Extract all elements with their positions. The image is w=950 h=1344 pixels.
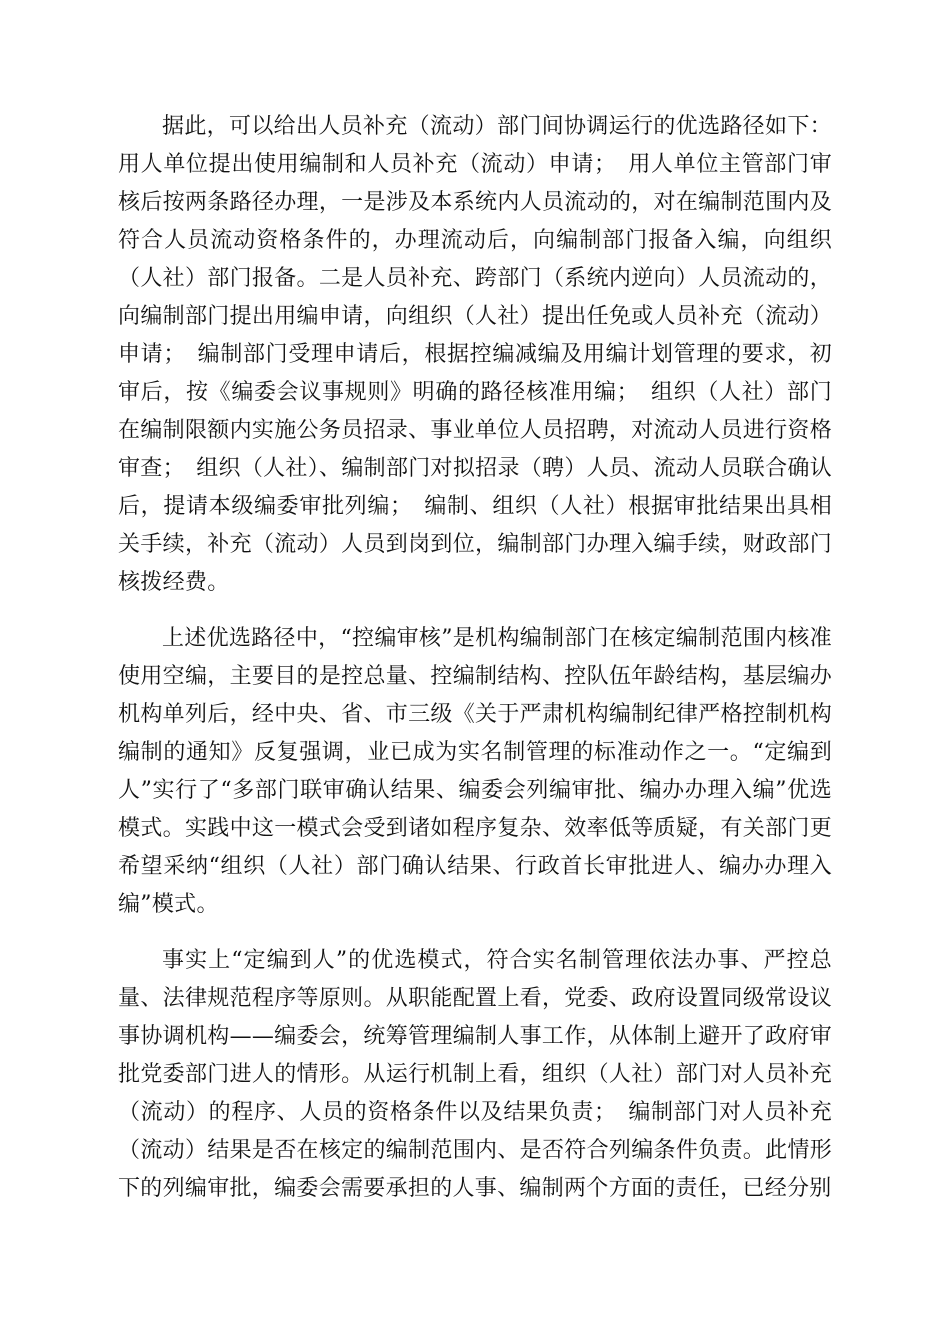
paragraph-1: 据此，可以给出人员补充（流动）部门间协调运行的优选路径如下：用人单位提出使用编制和人员补充（流动）申请； 用人单位主管部门审核后按两条路径办理，一是涉及本系统内人员流动的，对在编制范围内及符合人员流动资格条件的，办理流动后，向编制部门报备入编，向组织（人社）部门报备。二是人员补充、跨部门（系统内逆向）人员流动的，向编制部门提出用编申请，向组织（人社）提出任免或人员补充（流动）申请； 编制部门受理申请后，根据控编减编及用编计划管理的要求，初审后，按《编委会议事规则》明确的路径核准用编； 组织（人社）部门在编制限额内实施公务员招录、事业单位人员招聘，对流动人员进行资格审查； 组织（人社）、编制部门对拟招录（聘）人员、流动人员联合确认后，提请本级编委审批列编； 编制、组织（人社）根据审批结果出具相关手续，补充（流动）人员到岗到位，编制部门办理入编手续，财政部门核拨经费。 [118, 114, 832, 595]
document-page [118, 108, 832, 1226]
paragraph-3: 事实上“定编到人”的优选模式，符合实名制管理依法办事、严控总量、法律规范程序等原则。从职能配置上看，党委、政府设置同级常设议事协调机构——编委会，统筹管理编制人事工作，从体制上避开了政府审批党委部门进人的情形。从运行机制上看，组织（人社）部门对人员补充（流动）的程序、人员的资格条件以及结果负责； 编制部门对人员补充（流动）结果是否在核定的编制范围内、是否符合列编条件负责。此情形下的列编审批，编委会需要承担的人事、编制两个方面的责任，已经分别 [118, 948, 832, 1201]
paragraph-2: 上述优选路径中，“控编审核”是机构编制部门在核定编制范围内核准使用空编，主要目的是控总量、控编制结构、控队伍年龄结构，基层编办机构单列后，经中央、省、市三级《关于严肃机构编制纪律严格控制机构编制的通知》反复强调，业已成为实名制管理的标准动作之一。“定编到人”实行了“多部门联审确认结果、编委会列编审批、编办办理入编”优选模式。实践中这一模式会受到诸如程序复杂、效率低等质疑，有关部门更希望采纳“组织（人社）部门确认结果、行政首长审批进人、编办办理入编”模式。 [118, 626, 832, 917]
